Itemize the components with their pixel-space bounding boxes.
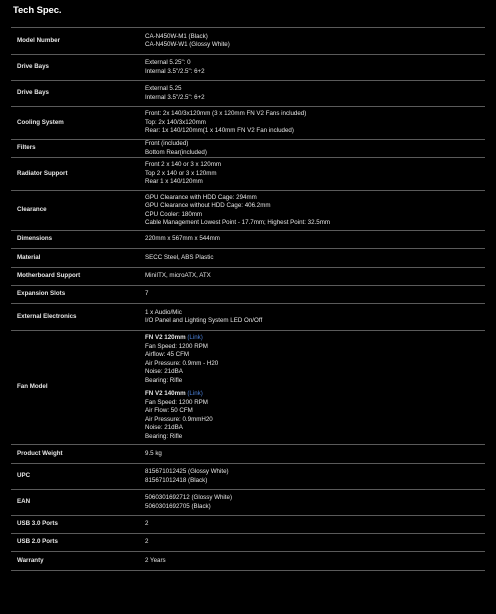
spec-value-line: MiniITX, microATX, ATX bbox=[145, 272, 211, 280]
spec-value-line: GPU Clearance without HDD Cage: 406.2mm bbox=[145, 202, 271, 209]
spec-value bbox=[145, 268, 485, 286]
fan-name: FN V2 120mm bbox=[145, 334, 186, 341]
fan-name: FN V2 140mm bbox=[145, 390, 186, 397]
spec-value-line: CPU Cooler: 180mm bbox=[145, 210, 203, 218]
spec-value-line: 9.5 kg bbox=[145, 449, 162, 457]
spec-label: Clearance bbox=[17, 206, 47, 214]
spec-value-line: Top: 2x 140/3x120mm bbox=[145, 118, 206, 126]
spec-label: External Electronics bbox=[17, 312, 77, 320]
spec-row bbox=[11, 490, 485, 516]
spec-value-line: Front 2 x 140 or 3 x 120mm bbox=[145, 161, 222, 169]
spec-value-line: Front (included) bbox=[145, 140, 189, 147]
spec-value bbox=[145, 534, 485, 552]
spec-value-line: Top 2 x 140 or 3 x 120mm bbox=[145, 169, 217, 177]
spec-row bbox=[11, 55, 485, 81]
spec-value bbox=[145, 140, 485, 158]
spec-value-line: 2 Years bbox=[145, 556, 166, 564]
spec-row bbox=[11, 28, 485, 55]
fan-spec-line: Fan Speed: 1200 RPM bbox=[145, 398, 208, 406]
fan-spec-line: Air Pressure: 0.9mmH20 bbox=[145, 415, 213, 423]
spec-value-line: 815671012418 (Black) bbox=[145, 476, 208, 484]
spec-value bbox=[145, 445, 485, 464]
spec-value bbox=[145, 464, 485, 490]
fan-spec-line: Air Flow: 50 CFM bbox=[145, 407, 193, 414]
fan-spec-line: Airflow: 45 CFM bbox=[145, 351, 190, 358]
spec-value bbox=[145, 304, 485, 331]
spec-value-line: I/O Panel and Lighting System LED On/Off bbox=[145, 317, 263, 324]
fan-spec-line: Noise: 21dBA bbox=[145, 368, 183, 375]
fan-spec-line: Bearing: Rifle bbox=[145, 376, 183, 384]
spec-row bbox=[11, 445, 485, 464]
spec-value-line: External 5.25 bbox=[145, 85, 182, 92]
spec-value-line: 815671012425 (Glossy White) bbox=[145, 468, 229, 475]
spec-row-fan-model bbox=[11, 331, 485, 445]
fan-link[interactable]: (Link) bbox=[187, 334, 203, 341]
spec-value bbox=[145, 55, 485, 81]
spec-label: Product Weight bbox=[17, 449, 63, 457]
spec-label: Dimensions bbox=[17, 235, 53, 243]
spec-value bbox=[145, 191, 485, 231]
spec-value bbox=[145, 81, 485, 107]
spec-row bbox=[11, 268, 485, 286]
spec-label: USB 2.0 Ports bbox=[17, 538, 58, 546]
fan-spec-line: Fan Speed: 1200 RPM bbox=[145, 342, 208, 350]
fan-spec-line: Bearing: Rifle bbox=[145, 432, 183, 440]
spec-row bbox=[11, 140, 485, 158]
spec-label: Expansion Slots bbox=[17, 290, 66, 298]
spec-row bbox=[11, 552, 485, 571]
spec-label: Drive Bays bbox=[17, 63, 49, 71]
spec-label: Material bbox=[17, 253, 41, 261]
spec-table bbox=[11, 27, 485, 571]
spec-value-line: CA-N450W-M1 (Black) bbox=[145, 32, 208, 40]
spec-label: Filters bbox=[17, 144, 36, 152]
spec-value-line: Rear 1 x 140/120mm bbox=[145, 178, 203, 186]
spec-value-line: 220mm x 567mm x 544mm bbox=[145, 235, 220, 243]
spec-label: Motherboard Support bbox=[17, 272, 81, 280]
spec-row bbox=[11, 304, 485, 331]
spec-row bbox=[11, 464, 485, 490]
spec-value bbox=[145, 107, 485, 140]
spec-value bbox=[145, 231, 485, 249]
page-title: Tech Spec. bbox=[13, 5, 62, 16]
fan-heading bbox=[145, 390, 485, 399]
fan-heading bbox=[145, 334, 485, 343]
spec-label: USB 3.0 Ports bbox=[17, 520, 58, 528]
spec-row bbox=[11, 286, 485, 304]
spec-label: UPC bbox=[17, 472, 31, 480]
spec-value bbox=[145, 28, 485, 55]
fan-spec-line: Noise: 21dBA bbox=[145, 424, 183, 431]
spec-value-line: Bottom Rear(included) bbox=[145, 148, 207, 156]
spec-row bbox=[11, 107, 485, 140]
fan-link[interactable]: (Link) bbox=[187, 390, 203, 397]
spec-row bbox=[11, 534, 485, 552]
spec-value-line: 7 bbox=[145, 290, 149, 298]
spec-label: Cooling System bbox=[17, 118, 64, 126]
spec-value bbox=[145, 158, 485, 191]
spec-value-line: 2 bbox=[145, 538, 149, 546]
spec-value bbox=[145, 331, 485, 445]
spec-row bbox=[11, 158, 485, 191]
spec-label: Warranty bbox=[17, 556, 44, 564]
spec-value-line: CA-N450W-W1 (Glossy White) bbox=[145, 41, 230, 48]
spec-value-line: 2 bbox=[145, 520, 149, 528]
spec-value-line: GPU Clearance with HDD Cage: 294mm bbox=[145, 193, 257, 201]
spec-row bbox=[11, 191, 485, 231]
spec-value-line: Front: 2x 140/3x120mm (3 x 120mm FN V2 Fans included) bbox=[145, 110, 307, 118]
spec-row bbox=[11, 81, 485, 107]
spec-label: Model Number bbox=[17, 36, 60, 44]
spec-value bbox=[145, 552, 485, 571]
spec-value-line: Internal 3.5"/2.5": 6+2 bbox=[145, 67, 205, 75]
spec-label: Fan Model bbox=[17, 383, 48, 391]
spec-value-line: 5060301692712 (Glossy White) bbox=[145, 494, 233, 501]
spec-label: EAN bbox=[17, 498, 31, 506]
spec-label: Radiator Support bbox=[17, 169, 68, 177]
spec-value-line: 1 x Audio/Mic bbox=[145, 308, 182, 316]
spec-row bbox=[11, 231, 485, 249]
spec-value-line: Rear: 1x 140/120mm(1 x 140mm FN V2 Fan included) bbox=[145, 127, 294, 135]
spec-value-line: 5060301692705 (Black) bbox=[145, 502, 211, 510]
spec-value bbox=[145, 249, 485, 268]
spec-value bbox=[145, 490, 485, 516]
spec-row bbox=[11, 516, 485, 534]
fan-spec-line: Air Pressure: 0.9mm - H20 bbox=[145, 359, 219, 367]
spec-value bbox=[145, 516, 485, 534]
spec-row bbox=[11, 249, 485, 268]
spec-value-line: Cable Management Lowest Point - 17.7mm; Highest Point: 32.5mm bbox=[145, 219, 331, 226]
spec-value-line: Internal 3.5"/2.5": 6+2 bbox=[145, 93, 205, 101]
spec-value-line: SECC Steel, ABS Plastic bbox=[145, 253, 214, 261]
spec-value-line: External 5.25": 0 bbox=[145, 59, 191, 66]
spec-value bbox=[145, 286, 485, 304]
spec-label: Drive Bays bbox=[17, 89, 49, 97]
